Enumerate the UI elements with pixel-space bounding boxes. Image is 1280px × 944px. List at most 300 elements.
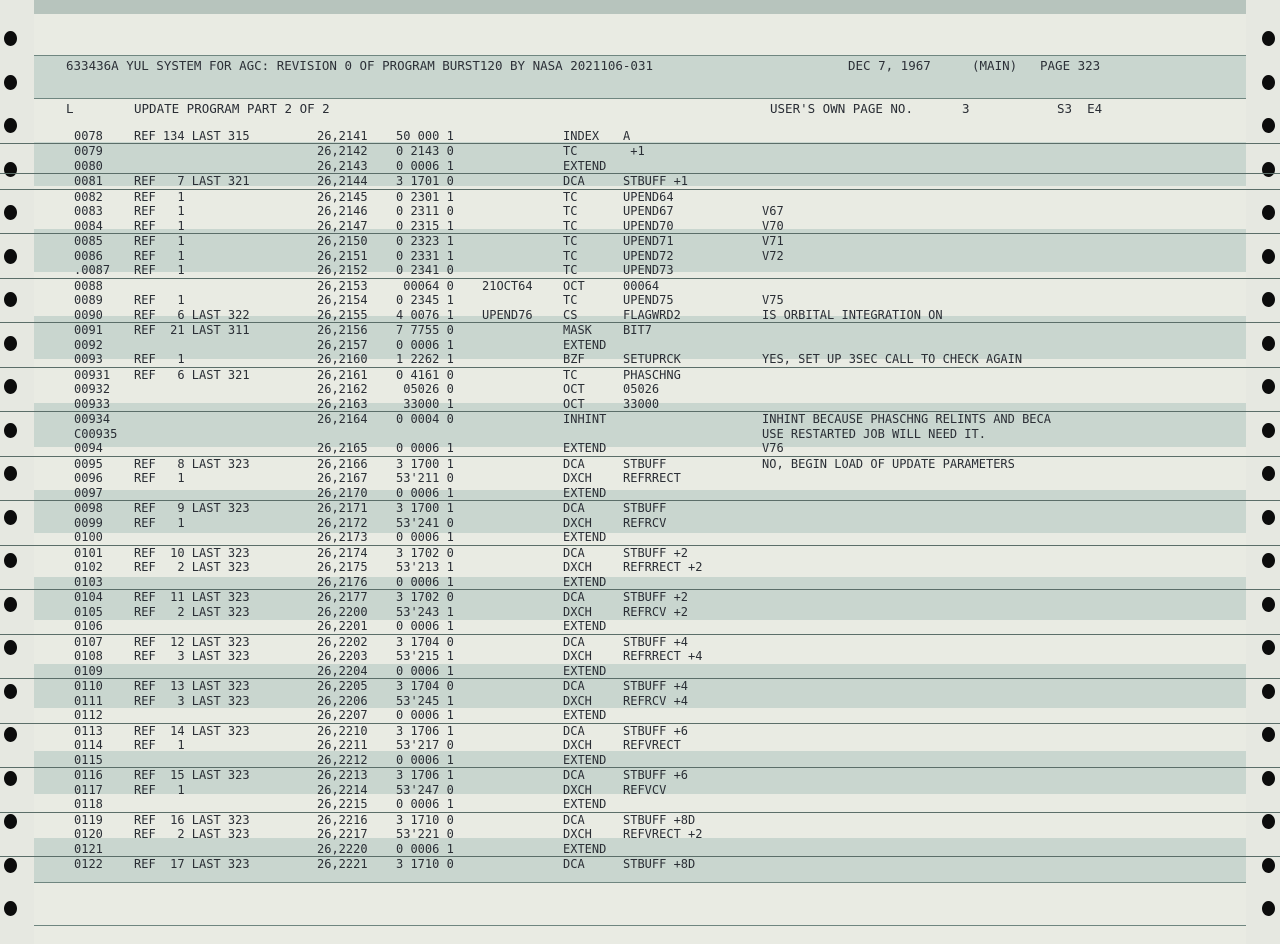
listing-row	[0, 783, 1280, 798]
octal-code: 50 000 1	[396, 128, 454, 143]
band-rule	[34, 55, 1246, 56]
cross-reference: REF 6 LAST 322	[134, 307, 250, 322]
opcode: OCT	[563, 278, 585, 293]
operand: STBUFF +4	[623, 679, 689, 693]
cross-reference: REF 7 LAST 321	[134, 174, 250, 188]
line-number: 0122	[74, 857, 103, 871]
opcode: TC	[563, 293, 578, 307]
listing-row	[0, 190, 1280, 205]
line-number: 0102	[74, 560, 103, 574]
opcode: DCA	[563, 501, 585, 515]
line-number: 00933	[74, 396, 111, 411]
octal-code: 0 2143 0	[396, 144, 454, 158]
octal-code: 0 0004 0	[396, 412, 454, 426]
operand: REFVCV	[623, 782, 667, 797]
listing-row	[0, 842, 1280, 858]
line-number: 0116	[74, 768, 103, 782]
cross-reference: REF 1	[134, 352, 185, 366]
memory-address: 26,2175	[317, 560, 368, 574]
listing-row	[0, 724, 1280, 739]
opcode: TC	[563, 218, 578, 233]
octal-code: 0 0006 1	[396, 485, 454, 500]
listing-row	[0, 159, 1280, 175]
octal-code: 53'247 0	[396, 782, 454, 797]
cross-reference: REF 15 LAST 323	[134, 768, 250, 782]
line-number: 0091	[74, 323, 103, 337]
listing-row	[0, 619, 1280, 635]
opcode: DXCH	[563, 604, 592, 619]
memory-address: 26,2205	[317, 679, 368, 693]
memory-address: 26,2211	[317, 738, 368, 752]
cross-reference: REF 14 LAST 323	[134, 723, 250, 738]
listing-row	[0, 738, 1280, 753]
line-number: 0106	[74, 619, 103, 633]
memory-address: 26,2221	[317, 857, 368, 871]
opcode: DXCH	[563, 693, 592, 708]
memory-address: 26,2170	[317, 485, 368, 500]
octal-code: 53'245 1	[396, 693, 454, 708]
memory-address: 26,2202	[317, 634, 368, 649]
operand: A	[623, 128, 631, 143]
operand: FLAGWRD2	[623, 307, 681, 322]
opcode: TC	[563, 234, 578, 248]
listing-row	[0, 664, 1280, 680]
octal-code: 3 1704 0	[396, 634, 454, 649]
listing-row	[0, 813, 1280, 828]
cross-reference: REF 9 LAST 323	[134, 501, 250, 515]
line-number: 0114	[74, 738, 103, 752]
cross-reference: REF 10 LAST 323	[134, 545, 250, 560]
opcode: DCA	[563, 634, 585, 649]
comment: V72	[762, 248, 784, 263]
octal-code: 53'211 0	[396, 471, 454, 485]
memory-address: 26,2173	[317, 530, 368, 544]
memory-address: 26,2177	[317, 590, 368, 604]
line-number: 0101	[74, 545, 103, 560]
octal-code: 33000 1	[396, 396, 454, 411]
operand: REFRCV	[623, 515, 667, 530]
band-rule	[34, 98, 1246, 99]
listing-row	[0, 308, 1280, 324]
listing-row	[0, 129, 1280, 145]
memory-address: 26,2216	[317, 812, 368, 827]
opcode: TC	[563, 263, 578, 277]
line-number: 0120	[74, 827, 103, 841]
listing-row	[0, 174, 1280, 190]
listing-row	[0, 457, 1280, 472]
assembly-listing	[0, 129, 1280, 872]
listing-row	[0, 368, 1280, 383]
listing-row	[0, 204, 1280, 219]
listing-row	[0, 352, 1280, 368]
listing-row	[0, 234, 1280, 249]
cross-reference: REF 17 LAST 323	[134, 857, 250, 871]
octal-code: 0 2331 1	[396, 248, 454, 263]
listing-date: DEC 7, 1967	[848, 58, 931, 73]
operand: SETUPRCK	[623, 352, 681, 366]
users-page-label: USER'S OWN PAGE NO.	[770, 101, 913, 116]
memory-address: 26,2215	[317, 797, 368, 811]
comment: V75	[762, 293, 784, 307]
cross-reference: REF 8 LAST 323	[134, 456, 250, 471]
memory-address: 26,2204	[317, 663, 368, 678]
line-number: 0080	[74, 158, 103, 173]
listing-row	[0, 279, 1280, 294]
listing-row	[0, 441, 1280, 457]
octal-code: 3 1700 1	[396, 501, 454, 515]
feed-hole	[1262, 31, 1275, 46]
listing-row	[0, 857, 1280, 872]
line-number: C00935	[74, 426, 118, 441]
listing-row	[0, 323, 1280, 338]
memory-address: 26,2154	[317, 293, 368, 307]
octal-code: 3 1706 1	[396, 768, 454, 782]
opcode: EXTEND	[563, 708, 607, 722]
memory-address: 26,2143	[317, 158, 368, 173]
operand: STBUFF +8D	[623, 857, 696, 871]
line-number: 0105	[74, 604, 103, 619]
listing-row	[0, 605, 1280, 620]
opcode: EXTEND	[563, 158, 607, 173]
opcode: EXTEND	[563, 752, 607, 767]
band-rule	[34, 925, 1246, 926]
memory-address: 26,2145	[317, 189, 368, 204]
memory-address: 26,2152	[317, 263, 368, 277]
opcode: INDEX	[563, 128, 600, 143]
feed-hole	[4, 31, 17, 46]
line-number: 0112	[74, 708, 103, 722]
octal-code: 3 1710 0	[396, 812, 454, 827]
cross-reference: REF 1	[134, 248, 185, 263]
memory-address: 26,2210	[317, 723, 368, 738]
opcode: DCA	[563, 456, 585, 471]
line-number: 0118	[74, 797, 103, 811]
memory-address: 26,2156	[317, 323, 368, 337]
operand: REFRRECT	[623, 471, 681, 485]
cross-reference: REF 1	[134, 189, 185, 204]
comment: NO, BEGIN LOAD OF UPDATE PARAMETERS	[762, 456, 1015, 471]
octal-code: 0 2311 0	[396, 204, 454, 218]
listing-row	[0, 560, 1280, 575]
memory-address: 26,2163	[317, 396, 368, 411]
opcode: TC	[563, 204, 578, 218]
cross-reference: REF 1	[134, 263, 185, 277]
sheet-codes: S3 E4	[1057, 101, 1103, 116]
operand: 33000	[623, 396, 660, 411]
octal-code: 53'213 1	[396, 560, 454, 574]
operand: STBUFF +6	[623, 723, 689, 738]
operand: STBUFF +2	[623, 545, 689, 560]
opcode: DCA	[563, 174, 585, 188]
memory-address: 26,2207	[317, 708, 368, 722]
line-number: 0111	[74, 693, 103, 708]
opcode: DCA	[563, 723, 585, 738]
listing-row	[0, 797, 1280, 813]
memory-address: 26,2161	[317, 367, 368, 382]
octal-code: 3 1706 1	[396, 723, 454, 738]
octal-code: 53'241 0	[396, 515, 454, 530]
cross-reference: REF 1	[134, 234, 185, 248]
opcode: MASK	[563, 323, 592, 337]
line-number: 0113	[74, 723, 103, 738]
cross-reference: REF 1	[134, 471, 185, 485]
listing-row	[0, 708, 1280, 724]
octal-code: 00064 0	[396, 278, 454, 293]
operand: 00064	[623, 278, 660, 293]
part-title: UPDATE PROGRAM PART 2 OF 2	[134, 101, 330, 116]
memory-address: 26,2160	[317, 352, 368, 366]
line-number: .0087	[74, 263, 111, 277]
program-title: 633436A YUL SYSTEM FOR AGC: REVISION 0 OF PROGRAM BURST120 BY NASA 2021106-031	[66, 58, 653, 73]
line-number: 0095	[74, 456, 103, 471]
line-number: 0096	[74, 471, 103, 485]
listing-row	[0, 501, 1280, 516]
cross-reference: REF 2 LAST 323	[134, 604, 250, 619]
memory-address: 26,2217	[317, 827, 368, 841]
listing-row	[0, 144, 1280, 159]
listing-row	[0, 338, 1280, 353]
listing-row	[0, 412, 1280, 427]
opcode: EXTEND	[563, 574, 607, 589]
memory-address: 26,2171	[317, 501, 368, 515]
line-number: 0104	[74, 590, 103, 604]
memory-address: 26,2166	[317, 456, 368, 471]
octal-code: 3 1710 0	[396, 857, 454, 871]
opcode: OCT	[563, 396, 585, 411]
line-number: 0108	[74, 649, 103, 663]
octal-code: 0 2341 0	[396, 263, 454, 277]
octal-code: 0 4161 0	[396, 367, 454, 382]
operand: STBUFF +1	[623, 174, 689, 188]
line-number: 0098	[74, 501, 103, 515]
operand: +1	[623, 144, 645, 158]
line-number: 0117	[74, 782, 103, 797]
operand: UPEND70	[623, 218, 674, 233]
octal-code: 0 0006 1	[396, 797, 454, 811]
memory-address: 26,2206	[317, 693, 368, 708]
memory-address: 26,2157	[317, 337, 368, 352]
operand: STBUFF +2	[623, 590, 689, 604]
operand: UPEND75	[623, 293, 674, 307]
operand: REFRCV +4	[623, 693, 689, 708]
octal-code: 0 0006 1	[396, 530, 454, 544]
operand: REFRRECT +2	[623, 560, 703, 574]
opcode: DCA	[563, 545, 585, 560]
opcode: EXTEND	[563, 619, 607, 633]
memory-address: 26,2213	[317, 768, 368, 782]
operand: REFVRECT +2	[623, 827, 703, 841]
octal-code: 0 0006 1	[396, 663, 454, 678]
memory-address: 26,2141	[317, 128, 368, 143]
octal-code: 05026 0	[396, 382, 454, 396]
octal-code: 0 0006 1	[396, 441, 454, 455]
octal-code: 3 1700 1	[396, 456, 454, 471]
octal-code: 0 0006 1	[396, 708, 454, 722]
opcode: DXCH	[563, 738, 592, 752]
memory-address: 26,2220	[317, 841, 368, 856]
memory-address: 26,2164	[317, 412, 368, 426]
comment: USE RESTARTED JOB WILL NEED IT.	[762, 426, 986, 441]
memory-address: 26,2174	[317, 545, 368, 560]
octal-code: 0 2345 1	[396, 293, 454, 307]
listing-row	[0, 768, 1280, 783]
listing-row	[0, 427, 1280, 442]
listing-header	[0, 58, 1280, 74]
section-name: (MAIN)	[972, 58, 1018, 73]
operand: STBUFF +8D	[623, 812, 696, 827]
listing-row	[0, 827, 1280, 842]
line-number: 0097	[74, 485, 103, 500]
memory-address: 26,2146	[317, 204, 368, 218]
opcode: EXTEND	[563, 841, 607, 856]
operand: STBUFF	[623, 501, 667, 515]
line-number: 0092	[74, 337, 103, 352]
operand: UPEND67	[623, 204, 674, 218]
memory-address: 26,2167	[317, 471, 368, 485]
line-number: 0094	[74, 441, 103, 455]
cross-reference: REF 2 LAST 323	[134, 560, 250, 574]
band-rule	[34, 882, 1246, 883]
octal-code: 0 0006 1	[396, 841, 454, 856]
listing-row	[0, 575, 1280, 591]
octal-code: 0 0006 1	[396, 752, 454, 767]
octal-code: 53'221 0	[396, 827, 454, 841]
cross-reference: REF 1	[134, 218, 185, 233]
memory-address: 26,2212	[317, 752, 368, 767]
octal-code: 53'243 1	[396, 604, 454, 619]
listing-row	[0, 397, 1280, 413]
opcode: TC	[563, 144, 578, 158]
cross-reference: REF 1	[134, 515, 185, 530]
octal-code: 0 0006 1	[396, 158, 454, 173]
line-number: 0085	[74, 234, 103, 248]
line-number: 0121	[74, 841, 103, 856]
line-number: 00931	[74, 367, 111, 382]
operand: BIT7	[623, 323, 652, 337]
operand: STBUFF	[623, 456, 667, 471]
comment: V76	[762, 441, 784, 455]
cross-reference: REF 1	[134, 204, 185, 218]
octal-code: 3 1702 0	[396, 590, 454, 604]
octal-code: 7 7755 0	[396, 323, 454, 337]
comment: V67	[762, 204, 784, 218]
opcode: EXTEND	[563, 663, 607, 678]
listing-row	[0, 635, 1280, 650]
memory-address: 26,2176	[317, 574, 368, 589]
opcode: EXTEND	[563, 530, 607, 544]
listing-marker: L	[66, 101, 74, 116]
page-number: PAGE 323	[1040, 58, 1101, 73]
line-number: 0090	[74, 307, 103, 322]
listing-row	[0, 590, 1280, 605]
operand: 05026	[623, 382, 660, 396]
symbol-label: UPEND76	[482, 307, 533, 322]
listing-row	[0, 471, 1280, 486]
cross-reference: REF 16 LAST 323	[134, 812, 250, 827]
memory-address: 26,2151	[317, 248, 368, 263]
operand: REFVRECT	[623, 738, 681, 752]
opcode: DCA	[563, 768, 585, 782]
comment: INHINT BECAUSE PHASCHNG RELINTS AND BECA	[762, 412, 1051, 426]
opcode: DXCH	[563, 782, 592, 797]
cross-reference: REF 1	[134, 293, 185, 307]
line-number: 0093	[74, 352, 103, 366]
octal-code: 3 1701 0	[396, 174, 454, 188]
cross-reference: REF 12 LAST 323	[134, 634, 250, 649]
operand: PHASCHNG	[623, 367, 681, 382]
octal-code: 0 0006 1	[396, 574, 454, 589]
opcode: DCA	[563, 812, 585, 827]
operand: STBUFF +4	[623, 634, 689, 649]
cross-reference: REF 13 LAST 323	[134, 679, 250, 693]
comment: V70	[762, 218, 784, 233]
memory-address: 26,2153	[317, 278, 368, 293]
operand: REFRCV +2	[623, 604, 689, 619]
line-number: 0100	[74, 530, 103, 544]
line-number: 0110	[74, 679, 103, 693]
listing-row	[0, 486, 1280, 502]
paper-top-edge	[0, 0, 1280, 14]
listing-row	[0, 219, 1280, 235]
operand: STBUFF +6	[623, 768, 689, 782]
operand: UPEND73	[623, 263, 674, 277]
users-page-number: 3	[962, 101, 970, 116]
listing-row	[0, 516, 1280, 531]
operand: UPEND64	[623, 189, 674, 204]
cross-reference: REF 3 LAST 323	[134, 649, 250, 663]
line-number: 0119	[74, 812, 103, 827]
cross-reference: REF 11 LAST 323	[134, 590, 250, 604]
line-number: 0079	[74, 144, 103, 158]
octal-code: 0 2315 1	[396, 218, 454, 233]
octal-code: 53'215 1	[396, 649, 454, 663]
opcode: DXCH	[563, 649, 592, 663]
line-number: 0088	[74, 278, 103, 293]
opcode: EXTEND	[563, 441, 607, 455]
octal-code: 0 0006 1	[396, 337, 454, 352]
listing-row	[0, 753, 1280, 769]
opcode: OCT	[563, 382, 585, 396]
feed-hole	[1262, 75, 1275, 90]
opcode: DXCH	[563, 827, 592, 841]
cross-reference: REF 134 LAST 315	[134, 128, 250, 143]
octal-code: 3 1702 0	[396, 545, 454, 560]
line-number: 0109	[74, 663, 103, 678]
operand: REFRRECT +4	[623, 649, 703, 663]
opcode: DXCH	[563, 515, 592, 530]
line-number: 0081	[74, 174, 103, 188]
line-number: 0083	[74, 204, 103, 218]
cross-reference: REF 6 LAST 321	[134, 367, 250, 382]
line-number: 0099	[74, 515, 103, 530]
memory-address: 26,2172	[317, 515, 368, 530]
listing-row	[0, 293, 1280, 308]
cross-reference: REF 1	[134, 738, 185, 752]
opcode: CS	[563, 307, 578, 322]
memory-address: 26,2150	[317, 234, 368, 248]
memory-address: 26,2162	[317, 382, 368, 396]
opcode: EXTEND	[563, 337, 607, 352]
octal-code: 3 1704 0	[396, 679, 454, 693]
line-number: 0107	[74, 634, 103, 649]
listing-row	[0, 546, 1280, 561]
opcode: DCA	[563, 857, 585, 871]
opcode: BZF	[563, 352, 585, 366]
listing-row	[0, 694, 1280, 709]
octal-code: 0 0006 1	[396, 619, 454, 633]
opcode: TC	[563, 367, 578, 382]
line-number: 0084	[74, 218, 103, 233]
